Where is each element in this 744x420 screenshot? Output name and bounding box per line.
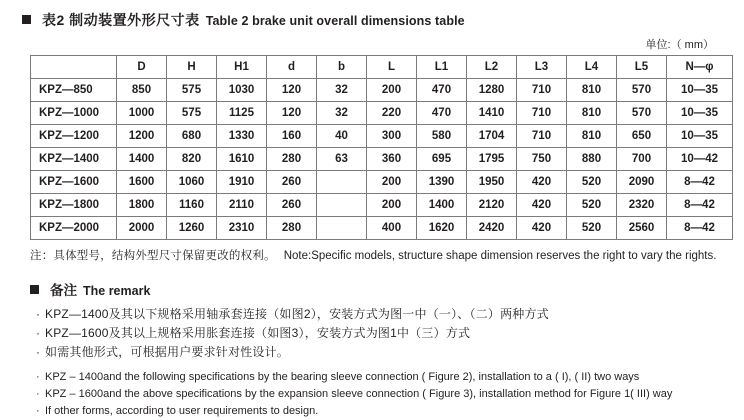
table-cell: 1410 [467,102,517,125]
table-cell: 160 [267,125,317,148]
remark-list-en [36,369,722,420]
square-bullet-icon [22,15,31,24]
table-cell: 570 [617,79,667,102]
table-row [31,102,733,125]
list-item [36,305,722,324]
list-item-text: If other forms, according to user requirements to design. [45,405,319,417]
dot-bullet-icon: · [36,405,40,417]
table-cell: 2310 [217,217,267,240]
square-bullet-icon [30,285,39,294]
table-cell: 10—35 [667,125,733,148]
table-cell: 360 [367,148,417,171]
table-cell: 1704 [467,125,517,148]
table-cell: 32 [317,102,367,125]
dot-bullet-icon: · [36,371,40,383]
table-cell: 580 [417,125,467,148]
remark-title-en: The remark [83,284,151,298]
remark-title [30,279,722,299]
table-header-cell: L1 [417,56,467,79]
table-cell-model: KPZ—1400 [31,148,117,171]
table-cell: 2120 [467,194,517,217]
table-cell-model: KPZ—850 [31,79,117,102]
table-cell-model: KPZ—2000 [31,217,117,240]
table-cell: 1600 [117,171,167,194]
table-cell: 700 [617,148,667,171]
table-cell: 420 [517,217,567,240]
table-row [31,194,733,217]
table-cell: 280 [267,148,317,171]
table-cell: 1800 [117,194,167,217]
table-cell-model: KPZ—1800 [31,194,117,217]
table-cell: 1000 [117,102,167,125]
table-cell: 1610 [217,148,267,171]
table-cell: 1260 [167,217,217,240]
table-cell: 300 [367,125,417,148]
table-cell: 1030 [217,79,267,102]
table-header-cell: L5 [617,56,667,79]
table-cell: 260 [267,171,317,194]
table-cell: 1125 [217,102,267,125]
table-cell: 420 [517,194,567,217]
table-cell: 810 [567,79,617,102]
table-header-cell: H1 [217,56,267,79]
table-cell: 63 [317,148,367,171]
table-cell [317,171,367,194]
table-cell: 1400 [417,194,467,217]
table-row [31,217,733,240]
table-cell: 32 [317,79,367,102]
table-cell: 810 [567,125,617,148]
table-cell: 220 [367,102,417,125]
table-cell: 1390 [417,171,467,194]
table-cell: 8—42 [667,217,733,240]
table-note [30,247,722,263]
table-cell: 880 [567,148,617,171]
table-cell: 2110 [217,194,267,217]
table-cell: 400 [367,217,417,240]
table-cell: 570 [617,102,667,125]
table-cell: 650 [617,125,667,148]
table-cell: 470 [417,79,467,102]
table-cell: 1910 [217,171,267,194]
table-cell: 1280 [467,79,517,102]
table-header-row [31,56,733,79]
section-title [22,10,722,30]
table-cell: 520 [567,171,617,194]
list-item [36,324,722,343]
table-cell: 470 [417,102,467,125]
table-cell: 200 [367,79,417,102]
table-cell: 1795 [467,148,517,171]
table-cell: 2560 [617,217,667,240]
table-cell: 8—42 [667,171,733,194]
table-cell: 695 [417,148,467,171]
list-item-text: KPZ – 1600and the above specifications by the expansion sleeve connection ( Figure 3), installation method for Figure 1( III) way [45,388,673,400]
remark-title-cn: 备注 [50,283,77,298]
table-cell: 2320 [617,194,667,217]
table-header-cell: N—φ [667,56,733,79]
table-header-cell: D [117,56,167,79]
table-cell: 810 [567,102,617,125]
table-cell: 575 [167,102,217,125]
list-item [36,386,722,403]
table-cell [317,217,367,240]
table-cell: 1200 [117,125,167,148]
table-cell: 1160 [167,194,217,217]
table-cell: 10—42 [667,148,733,171]
table-note-en: Note:Specific models, structure shape dimension reserves the right to vary the rights. [283,250,717,262]
table-cell: 1950 [467,171,517,194]
table-cell-model: KPZ—1600 [31,171,117,194]
table-header-cell [31,56,117,79]
table-cell: 260 [267,194,317,217]
table-row [31,125,733,148]
dimensions-table [30,55,733,240]
dot-bullet-icon: · [36,326,41,340]
table-cell: 40 [317,125,367,148]
table-header-cell: b [317,56,367,79]
table-cell: 820 [167,148,217,171]
table-header-cell: L [367,56,417,79]
table-cell: 575 [167,79,217,102]
table-header-cell: H [167,56,217,79]
table-cell: 1620 [417,217,467,240]
table-note-cn: 注：具体型号，结构外型尺寸保留更改的权利。 [30,250,276,262]
table-header-cell: L2 [467,56,517,79]
list-item-text: KPZ—1400及其以下规格采用轴承套连接（如图2），安装方式为图一中（一）、（二）两种方式 [45,307,549,321]
table-cell: 710 [517,102,567,125]
table-cell: 8—42 [667,194,733,217]
table-cell-model: KPZ—1000 [31,102,117,125]
table-row [31,79,733,102]
table-row [31,148,733,171]
table-cell: 710 [517,125,567,148]
table-cell: 200 [367,171,417,194]
table-cell-model: KPZ—1200 [31,125,117,148]
list-item-text: KPZ—1600及其以上规格采用胀套连接（如图3），安装方式为图1中（三）方式 [45,326,471,340]
table-cell: 2420 [467,217,517,240]
unit-label: 单位:（ mm） [645,39,714,51]
list-item [36,343,722,362]
table-cell: 420 [517,171,567,194]
remark-list-cn [36,305,722,362]
table-cell: 280 [267,217,317,240]
table-header-cell: L4 [567,56,617,79]
table-cell: 750 [517,148,567,171]
table-cell: 200 [367,194,417,217]
table-cell: 520 [567,194,617,217]
dot-bullet-icon: · [36,307,41,321]
table-cell: 1400 [117,148,167,171]
list-item-text: KPZ – 1400and the following specifications by the bearing sleeve connection ( Figure 2), installation to a ( I), ( II) two ways [45,371,640,383]
table-cell: 2000 [117,217,167,240]
table-row [31,171,733,194]
table-cell: 1330 [217,125,267,148]
table-cell: 10—35 [667,102,733,125]
table-cell: 710 [517,79,567,102]
list-item-text: 如需其他形式，可根据用户要求针对性设计。 [45,345,290,359]
table-cell: 1060 [167,171,217,194]
table-cell [317,194,367,217]
section-title-en: Table 2 brake unit overall dimensions table [205,14,465,28]
dot-bullet-icon: · [36,388,40,400]
section-title-cn: 表2 制动装置外形尺寸表 [42,12,200,28]
table-cell: 120 [267,79,317,102]
dot-bullet-icon: · [36,345,41,359]
table-header-cell: d [267,56,317,79]
table-cell: 2090 [617,171,667,194]
table-cell: 680 [167,125,217,148]
table-cell: 520 [567,217,617,240]
table-header-cell: L3 [517,56,567,79]
table-cell: 850 [117,79,167,102]
list-item [36,403,722,420]
table-cell: 120 [267,102,317,125]
list-item [36,369,722,386]
table-cell: 10—35 [667,79,733,102]
